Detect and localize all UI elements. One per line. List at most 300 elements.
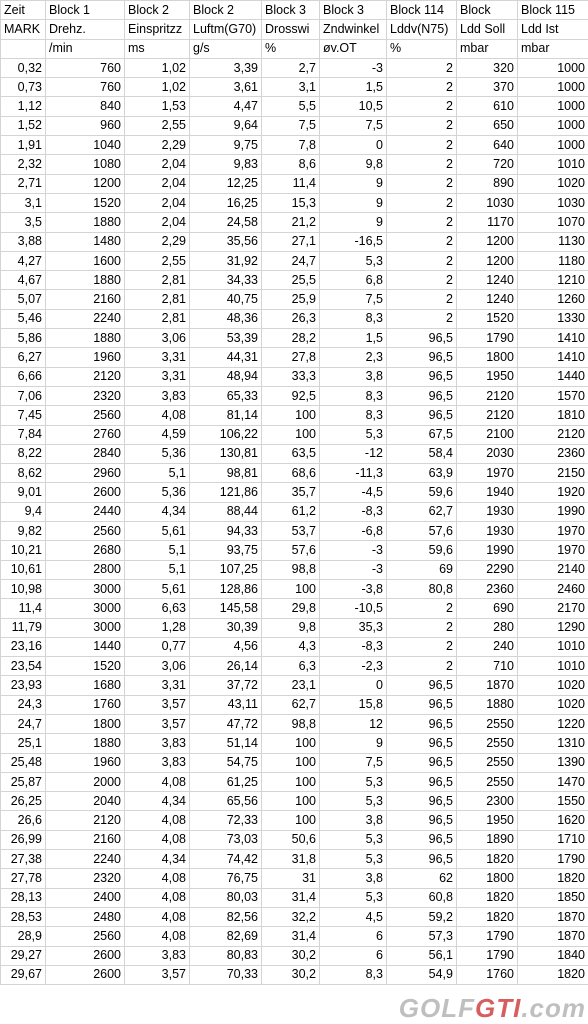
table-cell[interactable]: 8,3: [320, 309, 387, 328]
table-cell[interactable]: 31,4: [262, 888, 320, 907]
header-cell[interactable]: Drosswi: [262, 20, 320, 39]
table-cell[interactable]: 3,83: [125, 386, 190, 405]
table-cell[interactable]: 1170: [457, 213, 518, 232]
table-cell[interactable]: 3,06: [125, 329, 190, 348]
table-cell[interactable]: 56,1: [387, 946, 457, 965]
table-cell[interactable]: 690: [457, 599, 518, 618]
table-cell[interactable]: 106,22: [190, 425, 262, 444]
table-cell[interactable]: 1800: [46, 714, 125, 733]
table-cell[interactable]: 1820: [457, 888, 518, 907]
table-cell[interactable]: 25,48: [1, 753, 46, 772]
table-cell[interactable]: 54,75: [190, 753, 262, 772]
table-cell[interactable]: 53,7: [262, 522, 320, 541]
table-cell[interactable]: 2000: [46, 772, 125, 791]
table-cell[interactable]: -4,5: [320, 483, 387, 502]
table-cell[interactable]: 30,39: [190, 618, 262, 637]
table-cell[interactable]: 61,25: [190, 772, 262, 791]
table-cell[interactable]: 27,38: [1, 850, 46, 869]
table-cell[interactable]: 7,84: [1, 425, 46, 444]
table-cell[interactable]: 4,08: [125, 888, 190, 907]
table-cell[interactable]: 2: [387, 213, 457, 232]
table-cell[interactable]: 1870: [518, 927, 588, 946]
table-cell[interactable]: 2,81: [125, 309, 190, 328]
table-cell[interactable]: 31,8: [262, 850, 320, 869]
table-cell[interactable]: 1970: [457, 464, 518, 483]
table-cell[interactable]: 3,8: [320, 367, 387, 386]
table-cell[interactable]: 1210: [518, 271, 588, 290]
table-cell[interactable]: 1080: [46, 155, 125, 174]
table-cell[interactable]: -2,3: [320, 657, 387, 676]
table-cell[interactable]: -3,8: [320, 579, 387, 598]
header-cell[interactable]: Block 115: [518, 1, 588, 20]
table-cell[interactable]: 5,1: [125, 560, 190, 579]
table-cell[interactable]: 2: [387, 309, 457, 328]
table-cell[interactable]: 4,3: [262, 637, 320, 656]
table-cell[interactable]: 29,8: [262, 599, 320, 618]
table-cell[interactable]: -16,5: [320, 232, 387, 251]
table-cell[interactable]: 1200: [457, 251, 518, 270]
table-cell[interactable]: 2460: [518, 579, 588, 598]
table-cell[interactable]: 1970: [518, 541, 588, 560]
table-cell[interactable]: 48,94: [190, 367, 262, 386]
table-cell[interactable]: 1290: [518, 618, 588, 637]
table-cell[interactable]: 370: [457, 78, 518, 97]
table-cell[interactable]: 8,3: [320, 386, 387, 405]
table-cell[interactable]: 96,5: [387, 734, 457, 753]
table-cell[interactable]: -8,3: [320, 502, 387, 521]
table-cell[interactable]: 2: [387, 136, 457, 155]
table-cell[interactable]: 4,67: [1, 271, 46, 290]
table-cell[interactable]: 4,08: [125, 830, 190, 849]
table-cell[interactable]: 2120: [457, 406, 518, 425]
table-cell[interactable]: 92,5: [262, 386, 320, 405]
table-cell[interactable]: 100: [262, 425, 320, 444]
table-cell[interactable]: 1240: [457, 271, 518, 290]
header-cell[interactable]: MARK: [1, 20, 46, 39]
header-cell[interactable]: Lddv(N75): [387, 20, 457, 39]
table-cell[interactable]: 2,55: [125, 116, 190, 135]
table-cell[interactable]: 0,73: [1, 78, 46, 97]
table-cell[interactable]: 31,4: [262, 927, 320, 946]
table-cell[interactable]: 1470: [518, 772, 588, 791]
table-cell[interactable]: 4,47: [190, 97, 262, 116]
table-cell[interactable]: 1520: [46, 193, 125, 212]
table-cell[interactable]: 1010: [518, 657, 588, 676]
table-cell[interactable]: 10,61: [1, 560, 46, 579]
table-cell[interactable]: 2600: [46, 483, 125, 502]
table-cell[interactable]: 62: [387, 869, 457, 888]
table-cell[interactable]: 1880: [46, 213, 125, 232]
table-cell[interactable]: 2: [387, 116, 457, 135]
table-cell[interactable]: 10,5: [320, 97, 387, 116]
table-cell[interactable]: 1,5: [320, 329, 387, 348]
table-cell[interactable]: 4,34: [125, 792, 190, 811]
table-cell[interactable]: 2120: [518, 425, 588, 444]
header-cell[interactable]: Block: [457, 1, 518, 20]
table-cell[interactable]: 5,3: [320, 888, 387, 907]
table-cell[interactable]: 2100: [457, 425, 518, 444]
table-cell[interactable]: 2: [387, 637, 457, 656]
table-cell[interactable]: 26,3: [262, 309, 320, 328]
table-cell[interactable]: 1820: [518, 869, 588, 888]
table-cell[interactable]: 1710: [518, 830, 588, 849]
table-cell[interactable]: 43,11: [190, 695, 262, 714]
table-cell[interactable]: 11,4: [1, 599, 46, 618]
table-cell[interactable]: 7,45: [1, 406, 46, 425]
table-cell[interactable]: 1680: [46, 676, 125, 695]
table-cell[interactable]: 70,33: [190, 965, 262, 984]
table-cell[interactable]: 80,8: [387, 579, 457, 598]
table-cell[interactable]: 1000: [518, 136, 588, 155]
table-cell[interactable]: 840: [46, 97, 125, 116]
table-cell[interactable]: 1130: [518, 232, 588, 251]
table-cell[interactable]: 24,3: [1, 695, 46, 714]
table-cell[interactable]: 3,39: [190, 58, 262, 77]
table-cell[interactable]: 1890: [457, 830, 518, 849]
table-cell[interactable]: 7,06: [1, 386, 46, 405]
table-cell[interactable]: 74,42: [190, 850, 262, 869]
table-cell[interactable]: 53,39: [190, 329, 262, 348]
table-cell[interactable]: 100: [262, 734, 320, 753]
table-cell[interactable]: 1950: [457, 367, 518, 386]
table-cell[interactable]: 30,2: [262, 965, 320, 984]
table-cell[interactable]: 1960: [46, 753, 125, 772]
table-cell[interactable]: 9,4: [1, 502, 46, 521]
table-cell[interactable]: 96,5: [387, 695, 457, 714]
table-cell[interactable]: 3,8: [320, 869, 387, 888]
table-cell[interactable]: -12: [320, 444, 387, 463]
table-cell[interactable]: 7,5: [320, 290, 387, 309]
table-cell[interactable]: 27,1: [262, 232, 320, 251]
header-cell[interactable]: g/s: [190, 39, 262, 58]
table-cell[interactable]: 2,29: [125, 136, 190, 155]
table-cell[interactable]: 4,08: [125, 406, 190, 425]
table-cell[interactable]: 2550: [457, 753, 518, 772]
table-cell[interactable]: 25,1: [1, 734, 46, 753]
table-cell[interactable]: 3,57: [125, 714, 190, 733]
table-cell[interactable]: 650: [457, 116, 518, 135]
table-cell[interactable]: 98,8: [262, 560, 320, 579]
table-cell[interactable]: 25,87: [1, 772, 46, 791]
table-cell[interactable]: 710: [457, 657, 518, 676]
table-cell[interactable]: 96,5: [387, 753, 457, 772]
table-cell[interactable]: 96,5: [387, 329, 457, 348]
header-cell[interactable]: [1, 39, 46, 58]
table-cell[interactable]: 9,83: [190, 155, 262, 174]
table-cell[interactable]: 2,71: [1, 174, 46, 193]
table-cell[interactable]: 1180: [518, 251, 588, 270]
table-cell[interactable]: 2,29: [125, 232, 190, 251]
table-cell[interactable]: 57,3: [387, 927, 457, 946]
table-cell[interactable]: 61,2: [262, 502, 320, 521]
table-cell[interactable]: 1030: [518, 193, 588, 212]
table-cell[interactable]: 3,31: [125, 348, 190, 367]
table-cell[interactable]: 2440: [46, 502, 125, 521]
table-cell[interactable]: 29,27: [1, 946, 46, 965]
header-cell[interactable]: mbar: [457, 39, 518, 58]
table-cell[interactable]: 1480: [46, 232, 125, 251]
table-cell[interactable]: 2360: [457, 579, 518, 598]
table-cell[interactable]: 5,36: [125, 444, 190, 463]
table-cell[interactable]: 3,8: [320, 811, 387, 830]
table-cell[interactable]: 2030: [457, 444, 518, 463]
table-cell[interactable]: 48,36: [190, 309, 262, 328]
table-cell[interactable]: 2: [387, 618, 457, 637]
table-cell[interactable]: 3,57: [125, 965, 190, 984]
table-cell[interactable]: 100: [262, 753, 320, 772]
table-cell[interactable]: 9,01: [1, 483, 46, 502]
table-cell[interactable]: 2400: [46, 888, 125, 907]
table-cell[interactable]: 1310: [518, 734, 588, 753]
table-cell[interactable]: 63,5: [262, 444, 320, 463]
table-cell[interactable]: 3,61: [190, 78, 262, 97]
header-cell[interactable]: Einspritzz: [125, 20, 190, 39]
table-cell[interactable]: 1880: [46, 271, 125, 290]
table-cell[interactable]: 1440: [46, 637, 125, 656]
table-cell[interactable]: 280: [457, 618, 518, 637]
table-cell[interactable]: 1790: [518, 850, 588, 869]
table-cell[interactable]: 1880: [457, 695, 518, 714]
table-cell[interactable]: 1,5: [320, 78, 387, 97]
table-cell[interactable]: 1840: [518, 946, 588, 965]
table-cell[interactable]: 69: [387, 560, 457, 579]
table-cell[interactable]: 1220: [518, 714, 588, 733]
table-cell[interactable]: 35,56: [190, 232, 262, 251]
table-cell[interactable]: 1410: [518, 348, 588, 367]
table-cell[interactable]: 100: [262, 811, 320, 830]
table-cell[interactable]: 2,04: [125, 174, 190, 193]
table-cell[interactable]: 1,91: [1, 136, 46, 155]
table-cell[interactable]: 0,77: [125, 637, 190, 656]
table-cell[interactable]: 6: [320, 946, 387, 965]
table-cell[interactable]: 4,08: [125, 869, 190, 888]
table-cell[interactable]: 3,83: [125, 946, 190, 965]
table-cell[interactable]: 96,5: [387, 386, 457, 405]
table-cell[interactable]: 7,8: [262, 136, 320, 155]
table-cell[interactable]: 6,3: [262, 657, 320, 676]
table-cell[interactable]: 1550: [518, 792, 588, 811]
header-cell[interactable]: Block 2: [125, 1, 190, 20]
table-cell[interactable]: 1990: [518, 502, 588, 521]
table-cell[interactable]: 16,25: [190, 193, 262, 212]
table-cell[interactable]: 5,61: [125, 522, 190, 541]
table-cell[interactable]: 1800: [457, 869, 518, 888]
table-cell[interactable]: 2160: [46, 290, 125, 309]
table-cell[interactable]: 5,86: [1, 329, 46, 348]
table-cell[interactable]: 94,33: [190, 522, 262, 541]
table-cell[interactable]: 37,72: [190, 676, 262, 695]
table-cell[interactable]: 610: [457, 97, 518, 116]
table-cell[interactable]: 1000: [518, 97, 588, 116]
table-cell[interactable]: 24,7: [1, 714, 46, 733]
table-cell[interactable]: 640: [457, 136, 518, 155]
table-cell[interactable]: 2,04: [125, 213, 190, 232]
table-cell[interactable]: 1790: [457, 927, 518, 946]
table-cell[interactable]: 2840: [46, 444, 125, 463]
table-cell[interactable]: 8,3: [320, 965, 387, 984]
table-cell[interactable]: 81,14: [190, 406, 262, 425]
table-cell[interactable]: 10,21: [1, 541, 46, 560]
table-cell[interactable]: 2: [387, 193, 457, 212]
table-cell[interactable]: 2: [387, 155, 457, 174]
table-cell[interactable]: 35,7: [262, 483, 320, 502]
table-cell[interactable]: 1040: [46, 136, 125, 155]
table-cell[interactable]: 28,53: [1, 907, 46, 926]
table-cell[interactable]: 31,92: [190, 251, 262, 270]
table-cell[interactable]: 2160: [46, 830, 125, 849]
table-cell[interactable]: 1820: [518, 965, 588, 984]
table-cell[interactable]: 1070: [518, 213, 588, 232]
table-cell[interactable]: 1440: [518, 367, 588, 386]
table-cell[interactable]: 23,16: [1, 637, 46, 656]
header-cell[interactable]: %: [387, 39, 457, 58]
table-cell[interactable]: 2,32: [1, 155, 46, 174]
header-cell[interactable]: øv.OT: [320, 39, 387, 58]
table-cell[interactable]: 11,4: [262, 174, 320, 193]
table-cell[interactable]: 1000: [518, 58, 588, 77]
table-cell[interactable]: 68,6: [262, 464, 320, 483]
table-cell[interactable]: 1950: [457, 811, 518, 830]
table-cell[interactable]: 5,3: [320, 850, 387, 869]
table-cell[interactable]: 5,1: [125, 541, 190, 560]
table-cell[interactable]: 1970: [518, 522, 588, 541]
table-cell[interactable]: -3: [320, 541, 387, 560]
table-cell[interactable]: 128,86: [190, 579, 262, 598]
table-cell[interactable]: 15,3: [262, 193, 320, 212]
table-cell[interactable]: 2240: [46, 309, 125, 328]
table-cell[interactable]: 33,3: [262, 367, 320, 386]
table-cell[interactable]: 80,03: [190, 888, 262, 907]
table-cell[interactable]: 1920: [518, 483, 588, 502]
table-cell[interactable]: 2: [387, 58, 457, 77]
table-cell[interactable]: 4,59: [125, 425, 190, 444]
table-cell[interactable]: 1800: [457, 348, 518, 367]
table-cell[interactable]: 1,52: [1, 116, 46, 135]
table-cell[interactable]: 2: [387, 97, 457, 116]
table-cell[interactable]: 65,33: [190, 386, 262, 405]
table-cell[interactable]: 96,5: [387, 714, 457, 733]
table-cell[interactable]: 1870: [457, 676, 518, 695]
table-cell[interactable]: 1030: [457, 193, 518, 212]
table-cell[interactable]: 96,5: [387, 792, 457, 811]
table-cell[interactable]: 5,07: [1, 290, 46, 309]
table-cell[interactable]: 4,34: [125, 502, 190, 521]
table-cell[interactable]: 28,13: [1, 888, 46, 907]
table-cell[interactable]: 2360: [518, 444, 588, 463]
table-cell[interactable]: 5,61: [125, 579, 190, 598]
table-cell[interactable]: 3,1: [1, 193, 46, 212]
table-cell[interactable]: 62,7: [262, 695, 320, 714]
table-cell[interactable]: 1390: [518, 753, 588, 772]
table-cell[interactable]: 890: [457, 174, 518, 193]
table-cell[interactable]: 3,83: [125, 753, 190, 772]
table-cell[interactable]: 9,75: [190, 136, 262, 155]
table-cell[interactable]: 2: [387, 251, 457, 270]
table-cell[interactable]: 1870: [518, 907, 588, 926]
table-cell[interactable]: 0: [320, 676, 387, 695]
table-cell[interactable]: 24,7: [262, 251, 320, 270]
table-cell[interactable]: 7,5: [320, 116, 387, 135]
table-cell[interactable]: 15,8: [320, 695, 387, 714]
table-cell[interactable]: 3,1: [262, 78, 320, 97]
table-cell[interactable]: 8,22: [1, 444, 46, 463]
table-cell[interactable]: -8,3: [320, 637, 387, 656]
table-cell[interactable]: 2120: [46, 811, 125, 830]
table-cell[interactable]: 760: [46, 58, 125, 77]
table-cell[interactable]: 1760: [457, 965, 518, 984]
table-cell[interactable]: -3: [320, 560, 387, 579]
header-cell[interactable]: Block 2: [190, 1, 262, 20]
table-cell[interactable]: 73,03: [190, 830, 262, 849]
header-cell[interactable]: Luftm(G70): [190, 20, 262, 39]
table-cell[interactable]: 26,25: [1, 792, 46, 811]
table-cell[interactable]: 54,9: [387, 965, 457, 984]
table-cell[interactable]: 1880: [46, 734, 125, 753]
table-cell[interactable]: 1790: [457, 329, 518, 348]
table-cell[interactable]: 2,55: [125, 251, 190, 270]
table-cell[interactable]: 2,04: [125, 193, 190, 212]
table-cell[interactable]: 0: [320, 136, 387, 155]
table-cell[interactable]: 26,99: [1, 830, 46, 849]
table-cell[interactable]: 5,3: [320, 772, 387, 791]
table-cell[interactable]: 1020: [518, 695, 588, 714]
table-cell[interactable]: -11,3: [320, 464, 387, 483]
table-cell[interactable]: 1520: [457, 309, 518, 328]
table-cell[interactable]: 25,9: [262, 290, 320, 309]
table-cell[interactable]: 24,58: [190, 213, 262, 232]
table-cell[interactable]: 2040: [46, 792, 125, 811]
table-cell[interactable]: 760: [46, 78, 125, 97]
table-cell[interactable]: 30,2: [262, 946, 320, 965]
table-cell[interactable]: 2320: [46, 386, 125, 405]
table-cell[interactable]: 1930: [457, 502, 518, 521]
table-cell[interactable]: 34,33: [190, 271, 262, 290]
header-cell[interactable]: ms: [125, 39, 190, 58]
table-cell[interactable]: 23,1: [262, 676, 320, 695]
table-cell[interactable]: 2: [387, 174, 457, 193]
header-cell[interactable]: Block 114: [387, 1, 457, 20]
table-cell[interactable]: -6,8: [320, 522, 387, 541]
table-cell[interactable]: 2550: [457, 772, 518, 791]
table-cell[interactable]: 59,2: [387, 907, 457, 926]
table-cell[interactable]: 2680: [46, 541, 125, 560]
table-cell[interactable]: 2560: [46, 406, 125, 425]
table-cell[interactable]: 5,3: [320, 251, 387, 270]
table-cell[interactable]: 3,31: [125, 676, 190, 695]
table-cell[interactable]: 2960: [46, 464, 125, 483]
table-cell[interactable]: 2800: [46, 560, 125, 579]
table-cell[interactable]: 59,6: [387, 541, 457, 560]
table-cell[interactable]: 4,5: [320, 907, 387, 926]
table-cell[interactable]: 12,25: [190, 174, 262, 193]
table-cell[interactable]: 1940: [457, 483, 518, 502]
table-cell[interactable]: 9: [320, 213, 387, 232]
table-cell[interactable]: 96,5: [387, 406, 457, 425]
table-cell[interactable]: 96,5: [387, 850, 457, 869]
table-cell[interactable]: 2120: [46, 367, 125, 386]
table-cell[interactable]: 23,93: [1, 676, 46, 695]
table-cell[interactable]: 1810: [518, 406, 588, 425]
table-cell[interactable]: 2550: [457, 714, 518, 733]
table-cell[interactable]: 96,5: [387, 676, 457, 695]
table-cell[interactable]: 1200: [457, 232, 518, 251]
table-cell[interactable]: 2560: [46, 522, 125, 541]
table-cell[interactable]: 4,08: [125, 927, 190, 946]
table-cell[interactable]: 107,25: [190, 560, 262, 579]
table-cell[interactable]: 9: [320, 174, 387, 193]
table-cell[interactable]: 6,27: [1, 348, 46, 367]
table-cell[interactable]: 27,78: [1, 869, 46, 888]
